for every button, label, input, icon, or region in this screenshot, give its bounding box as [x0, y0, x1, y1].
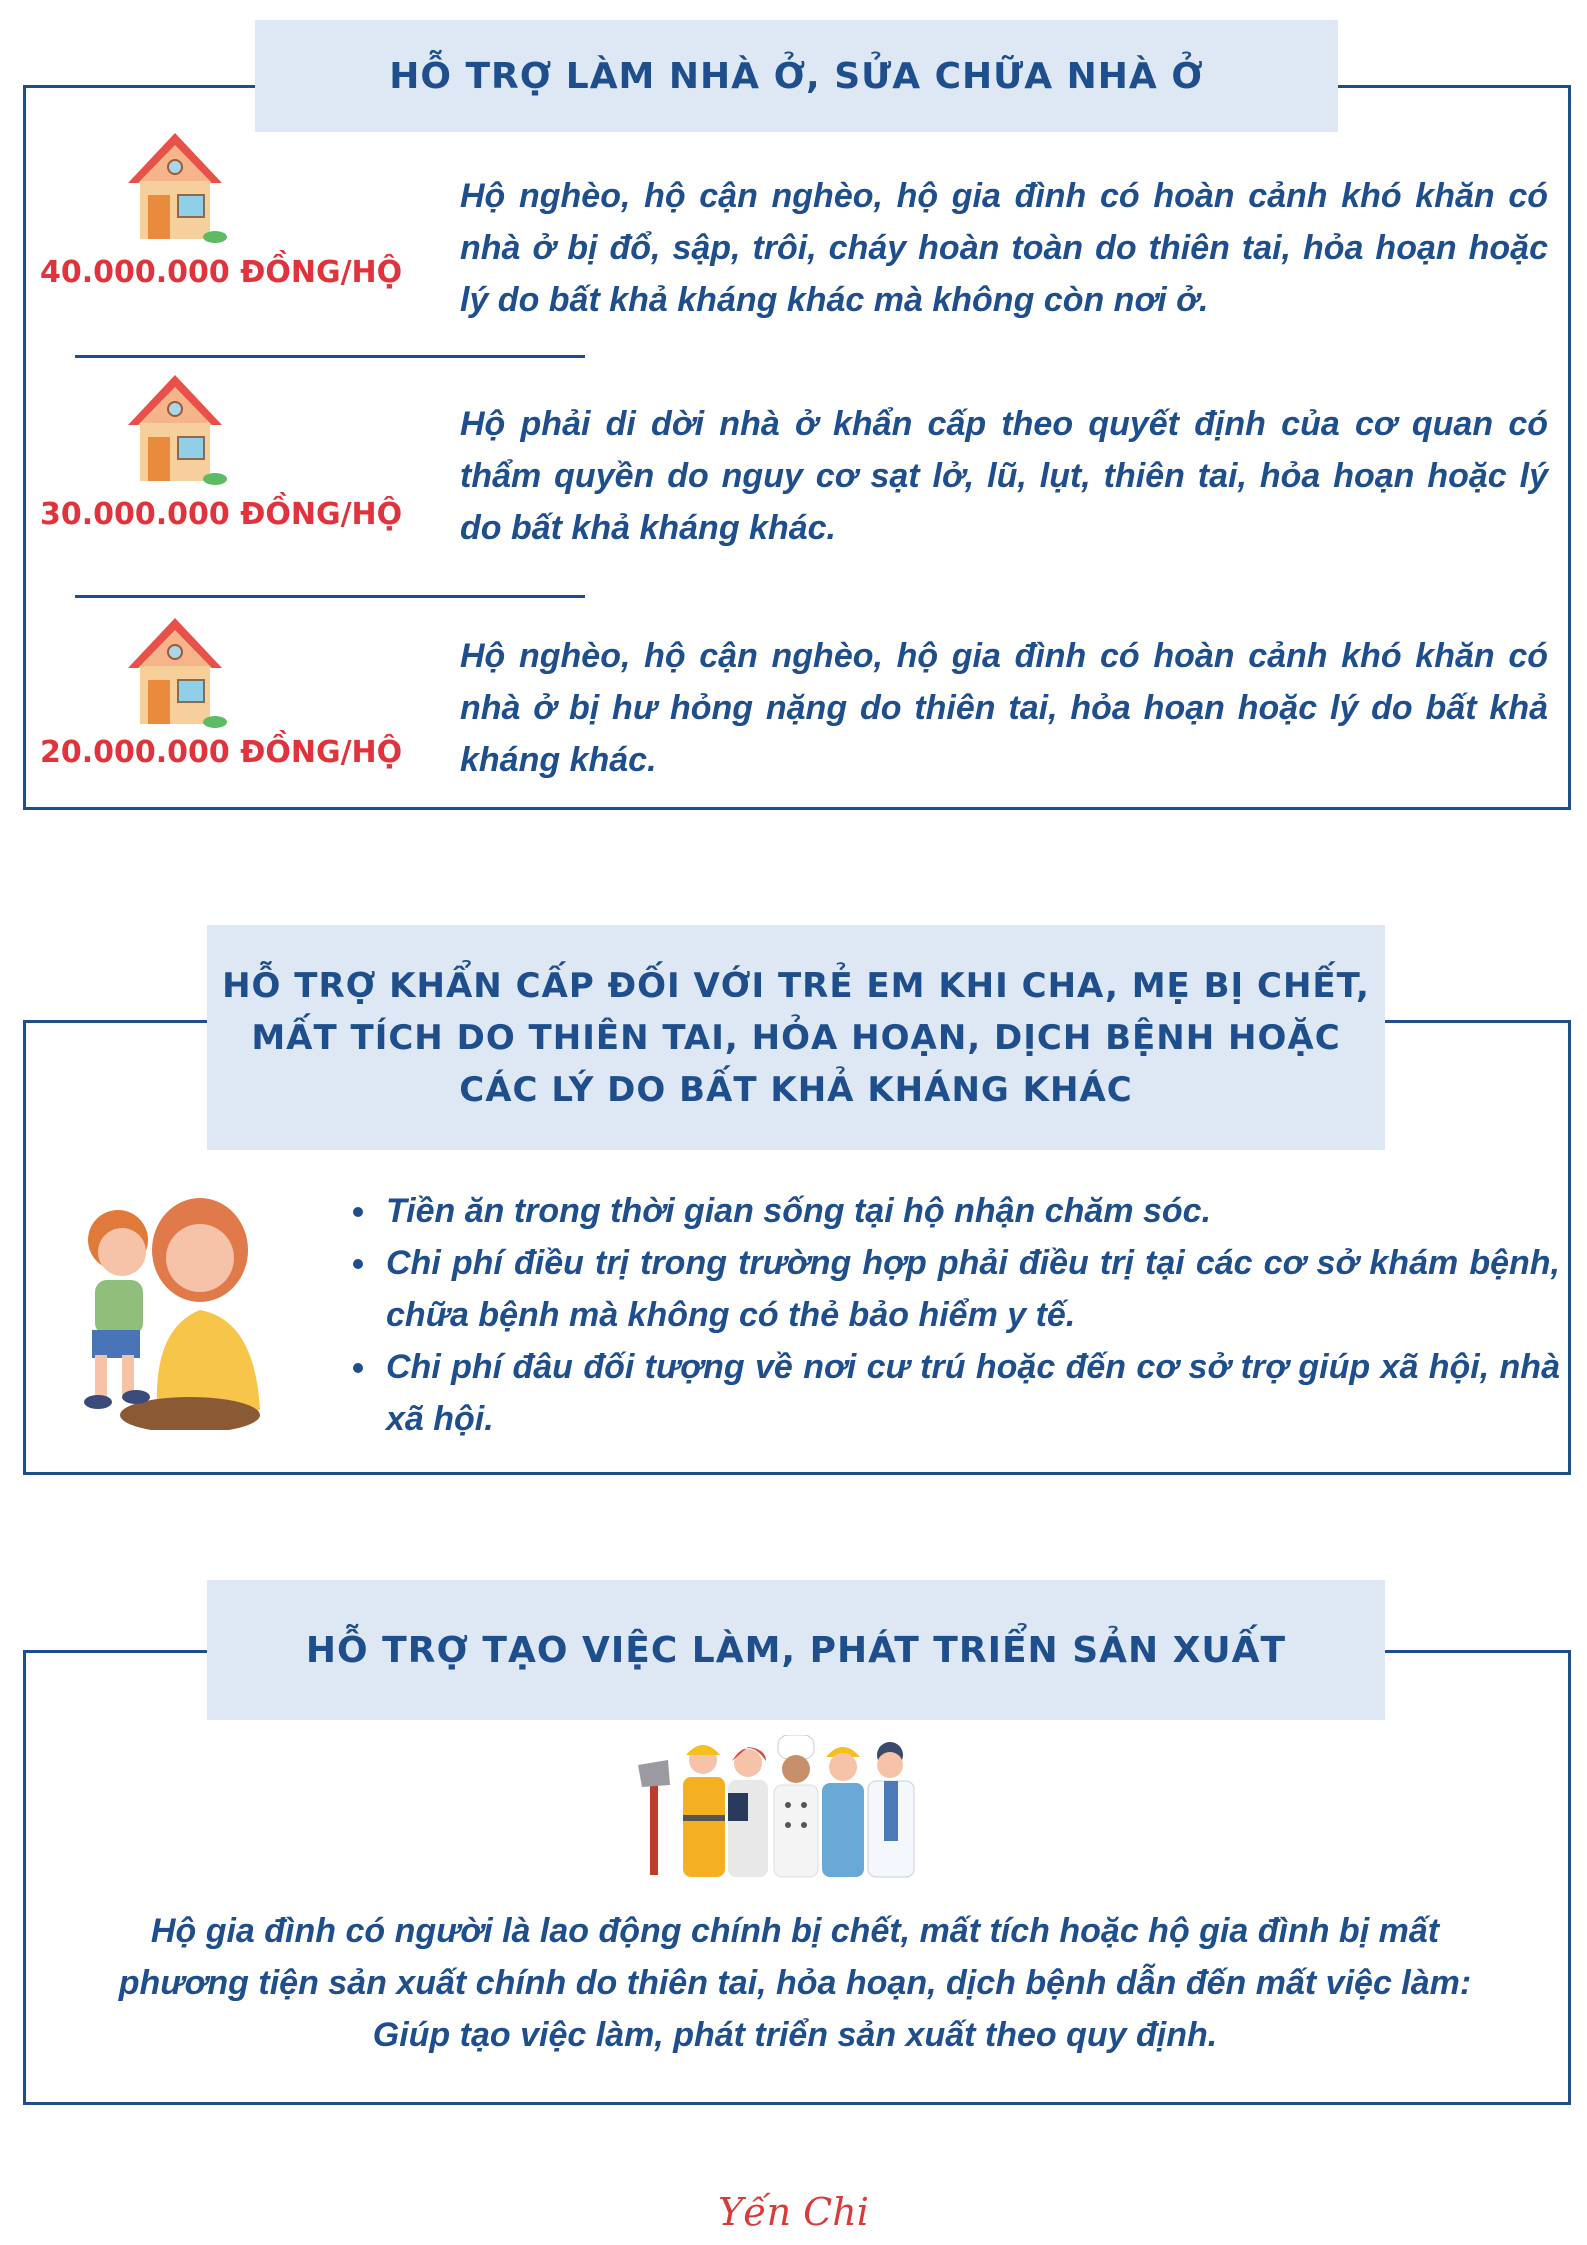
house-icon	[120, 610, 230, 730]
amount-label: 30.000.000 ĐỒNG/HỘ	[40, 497, 403, 532]
divider	[75, 595, 585, 598]
workers-illustration	[628, 1735, 968, 1885]
housing-description: Hộ phải di dời nhà ở khẩn cấp theo quyết định của cơ quan có thẩm quyền do nguy cơ sạt lở, lũ, lụt, thiên tai, hỏa hoạn hoặc lý do bất khả kháng khác.	[460, 405, 1548, 547]
house-icon	[120, 125, 230, 245]
housing-description: Hộ nghèo, hộ cận nghèo, hộ gia đình có hoàn cảnh khó khăn có nhà ở bị hư hỏng nặng do thiên tai, hỏa hoạn hoặc lý do bất khả kháng khác.	[460, 637, 1548, 779]
housing-description: Hộ nghèo, hộ cận nghèo, hộ gia đình có hoàn cảnh khó khăn có nhà ở bị đổ, sập, trôi, cháy hoàn toàn do thiên tai, hỏa hoạn hoặc lý do bất khả kháng khác mà không còn nơi ở.	[460, 177, 1548, 319]
children-support-list	[350, 1185, 1560, 1445]
house-icon	[120, 367, 230, 487]
list-item: • Chi phí điều trị trong trường hợp phải điều trị tại các cơ sở khám bệnh, chữa bệnh mà không có thẻ bảo hiểm y tế.	[380, 1237, 1560, 1341]
section-housing-title: HỖ TRỢ LÀM NHÀ Ở, SỬA CHỮA NHÀ Ở	[255, 20, 1338, 132]
mother-child-illustration	[70, 1180, 270, 1430]
section-children-title: HỖ TRỢ KHẨN CẤP ĐỐI VỚI TRẺ EM KHI CHA, MẸ BỊ CHẾT, MẤT TÍCH DO THIÊN TAI, HỎA HOẠN, DỊCH BỆNH HOẶC CÁC LÝ DO BẤT KHẢ KHÁNG KHÁC	[207, 925, 1385, 1150]
amount-label: 40.000.000 ĐỒNG/HỘ	[40, 255, 403, 290]
author-signature: Yến Chi	[718, 2190, 869, 2234]
amount-label: 20.000.000 ĐỒNG/HỘ	[40, 735, 403, 770]
list-item: • Tiền ăn trong thời gian sống tại hộ nhận chăm sóc.	[380, 1185, 1560, 1237]
divider	[75, 355, 585, 358]
employment-description: Hộ gia đình có người là lao động chính bị chết, mất tích hoặc hộ gia đình bị mất phương tiện sản xuất chính do thiên tai, hỏa hoạn, dịch bệnh dẫn đến mất việc làm: Giúp tạo việc làm, phát triển sản xuất theo quy định.	[118, 1912, 1472, 2054]
list-item: • Chi phí đâu đối tượng về nơi cư trú hoặc đến cơ sở trợ giúp xã hội, nhà xã hội.	[380, 1341, 1560, 1445]
section-employment-title: HỖ TRỢ TẠO VIỆC LÀM, PHÁT TRIỂN SẢN XUẤT	[207, 1580, 1385, 1720]
